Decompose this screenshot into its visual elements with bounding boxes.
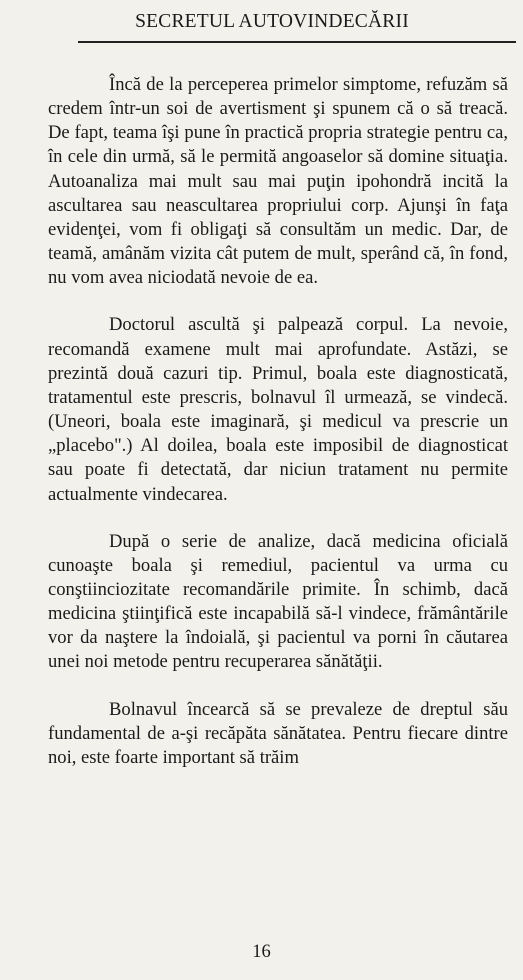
paragraph: Doctorul ascultă şi palpează corpul. La nevoie, recomandă examene mult mai aprofundate. Astăzi, se prezintă două cazuri tip. Primul, boala este diagnosticată, tratamentul este prescris, bolnavul îl urmează, se vindecă. (Uneori, boala este imaginară, şi medicul va prescrie un „placebo".) Al doilea, boala este imposibil de diagnosticat sau poate fi detectată, dar niciun tratament nu permite actualmente vindecarea. <box>48 314 508 505</box>
paragraph: După o serie de analize, dacă medicina oficială cunoaşte boala şi remediul, pacientul va urma cu conştiinciozitate recomandările primite. În schimb, dacă medicina ştiinţifică este incapabilă să-l vindece, frământările vor da naştere la îndoială, şi pacientul va porni în căutarea unei noi metode pentru recuperarea sănătăţii. <box>48 530 508 673</box>
body-text <box>48 73 508 770</box>
running-title: SECRETUL AUTOVINDECĂRII <box>135 11 409 32</box>
paragraph: Bolnavul încearcă să se prevaleze de dreptul său fundamental de a-şi recăpăta sănătatea. Pentru fiecare dintre noi, este foarte important să trăim <box>48 698 508 768</box>
page-number: 16 <box>252 942 271 962</box>
header-rule <box>78 41 516 43</box>
paragraph: Încă de la perceperea primelor simptome, refuzăm să credem într-un soi de avertisment şi spunem că o să treacă. De fapt, teama îşi pune în practică propria strategie pentru ca, în cele din urmă, să le permită angoaselor să domine situaţia. Autoanaliza mai mult sau mai puţin ipohondră incită la ascultarea sau neascultarea propriului corp. Ajunşi în faţa evidenţei, vom fi obligaţi să consultăm un medic. Dar, de teamă, amânăm vizita cât putem de mult, sperând că, în fond, nu vom avea niciodată nevoie de ea. <box>48 74 508 289</box>
